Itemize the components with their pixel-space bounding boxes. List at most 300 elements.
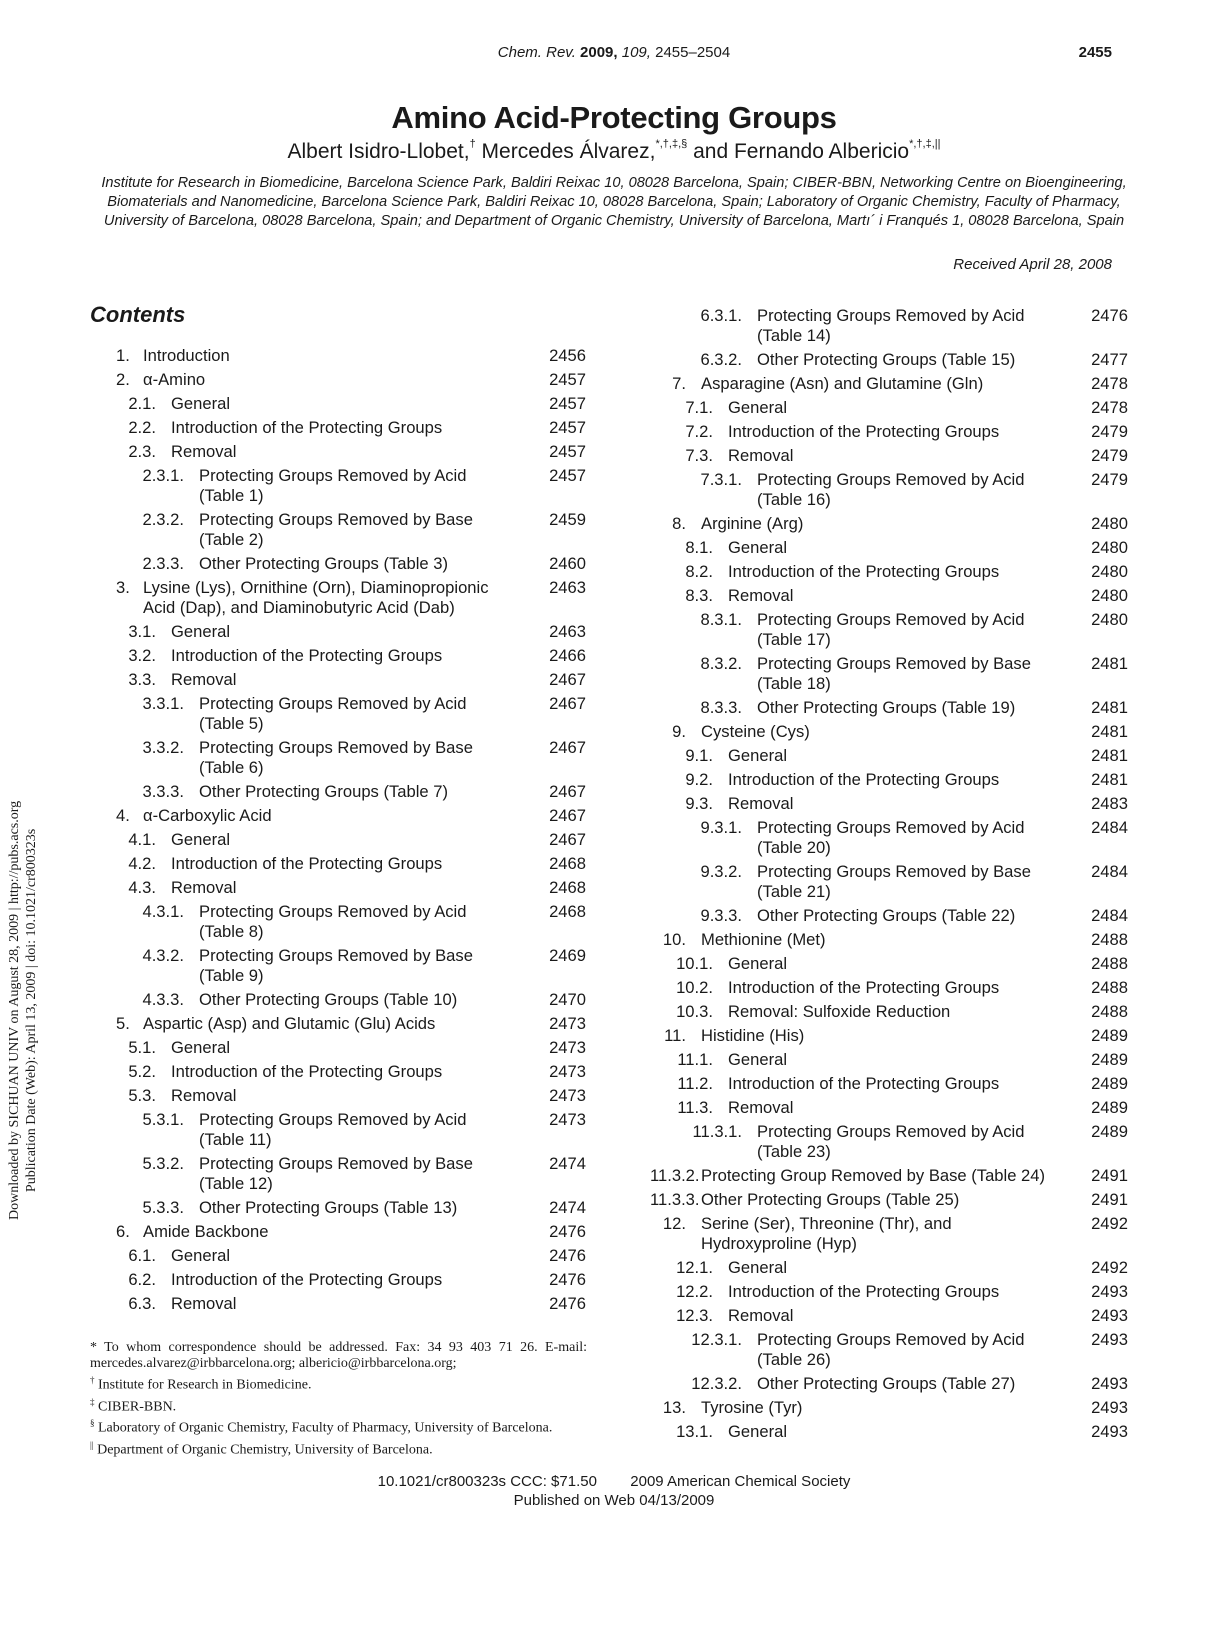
toc-entry[interactable] (116, 668, 586, 692)
toc-entry-page: 2479 (1091, 446, 1128, 465)
toc-entry-page: 2467 (549, 806, 586, 825)
toc-entry-number: 10.3. (676, 1002, 713, 1021)
toc-entry-number: 11.1. (677, 1050, 713, 1069)
toc-entry[interactable] (650, 396, 1128, 420)
toc-entry-title: Removal (728, 586, 794, 605)
toc-entry-page: 2481 (1091, 722, 1128, 741)
toc-entry-number: 2.3. (128, 442, 156, 461)
toc-entry[interactable] (116, 552, 586, 576)
footnote-text: CIBER-BBN. (98, 1399, 177, 1415)
toc-entry-page: 2476 (549, 1222, 586, 1241)
toc-entry-title: Protecting Groups Removed by Base (Table 21) (757, 862, 1031, 901)
toc-entry-number: 8.3.2. (700, 654, 742, 673)
toc-entry-page: 2481 (1091, 770, 1128, 789)
author-marks: *,†,‡,§ (655, 138, 688, 150)
toc-entry-page: 2476 (549, 1246, 586, 1265)
author-marks: † (469, 138, 476, 150)
toc-entry[interactable] (650, 904, 1128, 928)
toc-entry-title: General (171, 1246, 231, 1265)
toc-entry-page: 2473 (549, 1038, 586, 1057)
toc-entry[interactable] (116, 1268, 586, 1292)
toc-entry-title: Protecting Groups Removed by Base (Table 12) (199, 1154, 473, 1193)
toc-entry-page: 2483 (1091, 794, 1128, 813)
toc-entry-page: 2467 (549, 738, 586, 757)
toc-entry-title: Introduction of the Protecting Groups (728, 1074, 1000, 1093)
toc-entry-title: Removal (728, 1306, 794, 1325)
toc-entry-title: General (728, 398, 788, 417)
toc-entry[interactable] (650, 1188, 1128, 1212)
toc-entry[interactable] (116, 620, 586, 644)
toc-entry[interactable] (650, 1000, 1128, 1024)
toc-entry[interactable] (650, 792, 1128, 816)
toc-entry[interactable] (116, 1012, 586, 1036)
toc-entry-page: 2491 (1091, 1166, 1128, 1185)
toc-entry[interactable] (116, 644, 586, 668)
toc-entry-number: 4.2. (128, 854, 156, 873)
toc-entry-number: 5.3.1. (142, 1110, 184, 1129)
toc-entry-title: Protecting Groups Removed by Acid (Table 23) (757, 1122, 1025, 1161)
toc-entry-page: 2488 (1091, 978, 1128, 997)
toc-entry-title: α-Carboxylic Acid (143, 806, 272, 825)
toc-entry-number: 8. (672, 514, 686, 533)
toc-entry-number: 4.3.2. (142, 946, 184, 965)
toc-entry-title: Other Protecting Groups (Table 22) (757, 906, 1016, 925)
toc-entry-page: 2468 (549, 902, 586, 921)
toc-entry-title: Other Protecting Groups (Table 13) (199, 1198, 458, 1217)
toc-entry-title: Introduction (143, 346, 230, 365)
toc-entry-page: 2469 (549, 946, 586, 965)
toc-entry-title: α-Amino (143, 370, 206, 389)
toc-entry-title: Asparagine (Asn) and Glutamine (Gln) (701, 374, 984, 393)
toc-entry-number: 2. (116, 370, 130, 389)
toc-entry[interactable] (650, 1024, 1128, 1048)
toc-entry-page: 2466 (549, 646, 586, 665)
toc-entry-page: 2457 (549, 466, 586, 485)
toc-entry[interactable] (650, 1372, 1128, 1396)
toc-entry[interactable] (116, 416, 586, 440)
toc-left-column (116, 344, 586, 1316)
toc-entry-page: 2467 (549, 670, 586, 689)
toc-entry[interactable] (650, 608, 1128, 652)
running-header (0, 44, 1228, 68)
toc-entry-page: 2488 (1091, 1002, 1128, 1021)
toc-entry-number: 9.2. (685, 770, 713, 789)
toc-entry-number: 11.3. (677, 1098, 713, 1117)
toc-entry-number: 10. (662, 930, 686, 949)
toc-entry-page: 2476 (549, 1270, 586, 1289)
toc-entry-number: 9.3.3. (700, 906, 742, 925)
toc-entry-number: 2.3.1. (142, 466, 184, 485)
toc-entry-title: General (728, 1050, 788, 1069)
toc-entry[interactable] (650, 1164, 1128, 1188)
toc-entry[interactable] (650, 1212, 1128, 1256)
toc-entry-page: 2467 (549, 782, 586, 801)
toc-entry-page: 2473 (549, 1062, 586, 1081)
toc-entry-number: 9.1. (685, 746, 713, 765)
toc-entry[interactable] (650, 860, 1128, 904)
toc-entry-title: Histidine (His) (701, 1026, 805, 1045)
toc-entry[interactable] (650, 536, 1128, 560)
toc-entry[interactable] (650, 1048, 1128, 1072)
toc-entry-page: 2484 (1091, 906, 1128, 925)
toc-entry-number: 7.3. (685, 446, 713, 465)
toc-entry-page: 2488 (1091, 954, 1128, 973)
toc-entry[interactable] (116, 692, 586, 736)
toc-entry-page: 2489 (1091, 1098, 1128, 1117)
toc-entry-number: 8.1. (685, 538, 713, 557)
toc-entry[interactable] (650, 468, 1128, 512)
toc-entry-page: 2493 (1091, 1374, 1128, 1393)
toc-entry-title: Protecting Groups Removed by Acid (Table 1) (199, 466, 467, 505)
toc-entry-page: 2477 (1091, 350, 1128, 369)
toc-entry-title: General (171, 830, 231, 849)
toc-entry-number: 13.1. (676, 1422, 713, 1441)
toc-entry-number: 3.1. (128, 622, 156, 641)
toc-entry-number: 12.2. (676, 1282, 713, 1301)
toc-entry[interactable] (650, 420, 1128, 444)
toc-entry-title: Removal (171, 878, 237, 897)
toc-entry-title: Introduction of the Protecting Groups (171, 1270, 443, 1289)
toc-entry-title: Introduction of the Protecting Groups (171, 854, 443, 873)
toc-entry-number: 7.1. (685, 398, 713, 417)
toc-entry-title: Protecting Groups Removed by Base (Table 9) (199, 946, 473, 985)
toc-entry-number: 9.3. (685, 794, 713, 813)
toc-entry[interactable] (650, 1420, 1128, 1444)
toc-entry[interactable] (116, 1196, 586, 1220)
toc-entry-title: Introduction of the Protecting Groups (728, 422, 1000, 441)
toc-entry-title: Removal (171, 1086, 237, 1105)
toc-entry-number: 8.3.3. (700, 698, 742, 717)
toc-entry-page: 2467 (549, 830, 586, 849)
toc-entry-title: Protecting Groups Removed by Acid (Table 16) (757, 470, 1025, 509)
toc-entry[interactable] (650, 584, 1128, 608)
footnote (90, 1340, 587, 1372)
toc-entry-page: 2478 (1091, 374, 1128, 393)
toc-entry[interactable] (650, 928, 1128, 952)
author-name: and Fernando Albericio (693, 140, 910, 163)
toc-entry[interactable] (650, 768, 1128, 792)
footnote-mark: || (90, 1439, 94, 1450)
toc-entry-number: 8.2. (685, 562, 713, 581)
toc-entry-number: 8.3. (685, 586, 713, 605)
toc-entry-title: Other Protecting Groups (Table 15) (757, 350, 1016, 369)
toc-entry-page: 2459 (549, 510, 586, 529)
toc-entry-number: 3.3. (128, 670, 156, 689)
toc-entry-title: Removal (171, 670, 237, 689)
toc-entry[interactable] (650, 744, 1128, 768)
publication-line: Publication Date (Web): April 13, 2009 | doi: 10.1021/cr800323s (24, 828, 39, 1192)
toc-entry[interactable] (116, 804, 586, 828)
toc-entry-number: 8.3.1. (700, 610, 742, 629)
toc-entry-page: 2474 (549, 1198, 586, 1217)
author-list (0, 140, 1228, 164)
toc-entry[interactable] (650, 976, 1128, 1000)
author-name: Albert Isidro-Llobet, (287, 140, 470, 163)
footnote-text: * To whom correspondence should be addressed. Fax: 34 93 403 71 26. E-mail: mercedes.alvarez@irbbarcelona.org; albericio@irbbarcelona.org; (90, 1340, 587, 1371)
toc-entry[interactable] (650, 952, 1128, 976)
toc-entry-title: General (728, 746, 788, 765)
toc-entry-title: Methionine (Met) (701, 930, 826, 949)
toc-entry-page: 2476 (549, 1294, 586, 1313)
toc-entry-title: Aspartic (Asp) and Glutamic (Glu) Acids (143, 1014, 436, 1033)
toc-entry-title: Other Protecting Groups (Table 3) (199, 554, 449, 573)
toc-entry-page: 2457 (549, 370, 586, 389)
toc-entry-number: 3.3.1. (142, 694, 184, 713)
toc-entry[interactable] (116, 508, 586, 552)
toc-entry-number: 4.3. (128, 878, 156, 897)
toc-entry-title: Other Protecting Groups (Table 10) (199, 990, 458, 1009)
toc-entry-page: 2460 (549, 554, 586, 573)
toc-entry-title: Other Protecting Groups (Table 7) (199, 782, 449, 801)
toc-entry-title: Removal (171, 442, 237, 461)
toc-entry-page: 2489 (1091, 1074, 1128, 1093)
toc-entry-title: Protecting Groups Removed by Base (Table 18) (757, 654, 1031, 693)
toc-entry-number: 10.2. (676, 978, 713, 997)
toc-entry-title: Introduction of the Protecting Groups (171, 646, 443, 665)
toc-entry[interactable] (116, 736, 586, 780)
toc-entry-number: 3.2. (128, 646, 156, 665)
toc-entry[interactable] (650, 348, 1128, 372)
affiliation: Institute for Research in Biomedicine, Barcelona Science Park, Baldiri Reixac 10, 08028 Barcelona, Spain; CIBER-BBN, Networking Centre on Bioengineering, Biomaterials and Nanomedicine, Barcelona Science Park, Baldiri Reixac 10, 08028 Barcelona, Spain; Laboratory of Organic Chemistry, Faculty of Pharmacy, University of Barcelona, 08028 Barcelona, Spain; and Department of Organic Chemistry, University of Barcelona, Martı´ i Franqués 1, 08028 Barcelona, Spain (101, 175, 1127, 229)
toc-entry[interactable] (650, 1256, 1128, 1280)
toc-entry-number: 11.3.3. (650, 1190, 700, 1209)
toc-entry-number: 9.3.1. (700, 818, 742, 837)
page-footer (0, 1472, 1228, 1510)
toc-entry-page: 2457 (549, 442, 586, 461)
toc-entry-title: Removal (728, 794, 794, 813)
toc-entry[interactable] (650, 372, 1128, 396)
toc-entry[interactable] (116, 1152, 586, 1196)
toc-entry-number: 3.3.2. (142, 738, 184, 757)
toc-entry-title: Introduction of the Protecting Groups (728, 1282, 1000, 1301)
toc-entry-title: General (728, 1422, 788, 1441)
toc-entry-page: 2468 (549, 878, 586, 897)
toc-entry-number: 12.3. (676, 1306, 713, 1325)
toc-entry[interactable] (116, 1292, 586, 1316)
toc-entry-page: 2463 (549, 578, 586, 597)
toc-entry[interactable] (650, 1396, 1128, 1420)
toc-entry[interactable] (650, 1120, 1128, 1164)
toc-entry-page: 2493 (1091, 1282, 1128, 1301)
toc-entry-page: 2492 (1091, 1258, 1128, 1277)
toc-entry-number: 2.1. (128, 394, 156, 413)
toc-entry-page: 2488 (1091, 930, 1128, 949)
toc-entry-page: 2474 (549, 1154, 586, 1173)
toc-entry[interactable] (650, 1096, 1128, 1120)
toc-entry-number: 5.2. (128, 1062, 156, 1081)
toc-entry-title: Protecting Groups Removed by Acid (Table 11) (199, 1110, 467, 1149)
toc-entry-page: 2473 (549, 1110, 586, 1129)
toc-entry-number: 2.3.3. (142, 554, 184, 573)
toc-entry-number: 4. (116, 806, 130, 825)
toc-entry-number: 11.3.1. (692, 1122, 742, 1141)
toc-entry-number: 9.3.2. (700, 862, 742, 881)
toc-entry-page: 2478 (1091, 398, 1128, 417)
toc-entry[interactable] (116, 576, 586, 620)
toc-entry-page: 2468 (549, 854, 586, 873)
toc-entry[interactable] (116, 1060, 586, 1084)
toc-entry-title: Removal: Sulfoxide Reduction (728, 1002, 951, 1021)
toc-entry[interactable] (116, 780, 586, 804)
toc-entry[interactable] (116, 464, 586, 508)
footnotes (90, 1340, 587, 1459)
toc-entry-page: 2492 (1091, 1214, 1128, 1233)
author-name: Mercedes Álvarez, (481, 140, 656, 163)
toc-entry-page: 2493 (1091, 1330, 1128, 1349)
toc-entry[interactable] (116, 392, 586, 416)
toc-entry-number: 3.3.3. (142, 782, 184, 801)
toc-entry-title: Serine (Ser), Threonine (Thr), and Hydroxyproline (Hyp) (701, 1214, 952, 1253)
toc-entry-title: Protecting Group Removed by Base (Table 24) (701, 1166, 1046, 1185)
footnote-text: Department of Organic Chemistry, University of Barcelona. (97, 1442, 433, 1458)
toc-entry-number: 5.3.2. (142, 1154, 184, 1173)
toc-entry-title: Lysine (Lys), Ornithine (Orn), Diaminopropionic Acid (Dap), and Diaminobutyric Acid (Dab) (143, 578, 489, 617)
toc-entry-title: Introduction of the Protecting Groups (171, 1062, 443, 1081)
toc-entry-page: 2457 (549, 418, 586, 437)
toc-entry-page: 2491 (1091, 1190, 1128, 1209)
toc-entry-title: Other Protecting Groups (Table 25) (701, 1190, 960, 1209)
toc-entry-page: 2484 (1091, 862, 1128, 881)
toc-entry[interactable] (116, 1036, 586, 1060)
footnote-mark: † (90, 1375, 95, 1385)
toc-entry-number: 3. (116, 578, 130, 597)
toc-entry-number: 12.3.1. (691, 1330, 742, 1349)
toc-entry-number: 11. (664, 1026, 686, 1045)
toc-entry[interactable] (116, 1084, 586, 1108)
toc-entry-number: 6.3.2. (700, 350, 742, 369)
toc-entry-page: 2467 (549, 694, 586, 713)
toc-entry-number: 6.3.1. (700, 306, 742, 325)
toc-entry-number: 2.2. (128, 418, 156, 437)
toc-entry[interactable] (650, 696, 1128, 720)
toc-entry-number: 4.3.1. (142, 902, 184, 921)
toc-entry-page: 2493 (1091, 1306, 1128, 1325)
toc-entry[interactable] (116, 900, 586, 944)
toc-entry-title: Introduction of the Protecting Groups (171, 418, 443, 437)
toc-entry[interactable] (116, 852, 586, 876)
toc-entry[interactable] (650, 1304, 1128, 1328)
toc-entry-title: Protecting Groups Removed by Base (Table 2) (199, 510, 473, 549)
toc-entry-title: Protecting Groups Removed by Acid (Table 14) (757, 306, 1025, 345)
toc-entry[interactable] (650, 512, 1128, 536)
toc-entry-number: 4.3.3. (142, 990, 184, 1009)
toc-entry-number: 11.3.2. (650, 1166, 700, 1185)
toc-entry-number: 5.1. (128, 1038, 156, 1057)
toc-entry-number: 4.1. (128, 830, 156, 849)
toc-entry-number: 12.3.2. (691, 1374, 742, 1393)
toc-entry[interactable] (116, 1108, 586, 1152)
toc-entry-title: Introduction of the Protecting Groups (728, 770, 1000, 789)
toc-entry[interactable] (650, 304, 1128, 348)
toc-entry-number: 7.2. (685, 422, 713, 441)
toc-entry-title: Removal (728, 1098, 794, 1117)
toc-entry[interactable] (650, 1072, 1128, 1096)
toc-entry-title: Protecting Groups Removed by Acid (Table 5) (199, 694, 467, 733)
toc-entry-page: 2480 (1091, 610, 1128, 629)
toc-entry-title: General (728, 538, 788, 557)
toc-entry-number: 5. (116, 1014, 130, 1033)
toc-entry[interactable] (116, 988, 586, 1012)
toc-entry[interactable] (116, 440, 586, 464)
toc-entry[interactable] (650, 1280, 1128, 1304)
toc-entry[interactable] (116, 944, 586, 988)
journal-citation: Chem. Rev. 2009, 109, 2455–2504 (497, 44, 731, 61)
toc-entry-title: Cysteine (Cys) (701, 722, 810, 741)
toc-entry-page: 2489 (1091, 1026, 1128, 1045)
toc-entry-page: 2484 (1091, 818, 1128, 837)
toc-entry-number: 12. (662, 1214, 686, 1233)
toc-entry[interactable] (650, 816, 1128, 860)
footnote-mark: § (90, 1418, 95, 1429)
toc-entry-number: 12.1. (676, 1258, 713, 1277)
toc-entry-title: Other Protecting Groups (Table 19) (757, 698, 1016, 717)
toc-entry-number: 13. (662, 1398, 686, 1417)
toc-entry-number: 6.1. (128, 1246, 156, 1265)
article-title: Amino Acid-Protecting Groups (391, 100, 837, 135)
toc-entry-number: 10.1. (676, 954, 713, 973)
toc-entry[interactable] (116, 344, 586, 368)
toc-entry-title: General (728, 954, 788, 973)
toc-entry-title: General (728, 1258, 788, 1277)
toc-entry-title: Removal (728, 446, 794, 465)
toc-entry-title: Amide Backbone (143, 1222, 269, 1241)
toc-entry[interactable] (650, 560, 1128, 584)
toc-entry[interactable] (650, 444, 1128, 468)
toc-entry-title: Protecting Groups Removed by Acid (Table 8) (199, 902, 467, 941)
footnote (90, 1437, 587, 1459)
toc-entry-page: 2481 (1091, 698, 1128, 717)
toc-entry-title: Tyrosine (Tyr) (701, 1398, 803, 1417)
toc-entry-number: 6.3. (128, 1294, 156, 1313)
toc-entry-title: Protecting Groups Removed by Acid (Table 20) (757, 818, 1025, 857)
toc-entry-title: General (171, 622, 231, 641)
toc-entry-number: 5.3.3. (142, 1198, 184, 1217)
footnote-text: Institute for Research in Biomedicine. (98, 1377, 312, 1393)
toc-entry-title: Protecting Groups Removed by Acid (Table 26) (757, 1330, 1025, 1369)
received-date: Received April 28, 2008 (953, 256, 1112, 273)
toc-entry[interactable] (116, 1220, 586, 1244)
page-number: 2455 (1078, 44, 1112, 61)
footnote (90, 1394, 587, 1416)
toc-entry-page: 2489 (1091, 1122, 1128, 1141)
toc-entry-page: 2479 (1091, 422, 1128, 441)
toc-entry-number: 7.3.1. (700, 470, 742, 489)
toc-entry-page: 2493 (1091, 1398, 1128, 1417)
toc-entry-page: 2479 (1091, 470, 1128, 489)
toc-right-column (650, 304, 1128, 1444)
toc-entry-number: 11.2. (677, 1074, 713, 1093)
toc-entry-title: Arginine (Arg) (701, 514, 804, 533)
toc-entry[interactable] (650, 720, 1128, 744)
toc-entry[interactable] (650, 652, 1128, 696)
toc-entry[interactable] (116, 1244, 586, 1268)
toc-entry-title: Protecting Groups Removed by Base (Table 6) (199, 738, 473, 777)
toc-entry-title: Removal (171, 1294, 237, 1313)
toc-entry-page: 2481 (1091, 746, 1128, 765)
footnote (90, 1415, 587, 1437)
toc-entry-page: 2489 (1091, 1050, 1128, 1069)
toc-entry-page: 2473 (549, 1014, 586, 1033)
toc-entry-number: 5.3. (128, 1086, 156, 1105)
footnote-mark: ‡ (90, 1396, 95, 1407)
toc-entry-page: 2463 (549, 622, 586, 641)
toc-entry[interactable] (116, 828, 586, 852)
toc-entry[interactable] (116, 876, 586, 900)
toc-entry-number: 6. (116, 1222, 130, 1241)
toc-entry[interactable] (116, 368, 586, 392)
toc-entry[interactable] (650, 1328, 1128, 1372)
toc-entry-page: 2481 (1091, 654, 1128, 673)
